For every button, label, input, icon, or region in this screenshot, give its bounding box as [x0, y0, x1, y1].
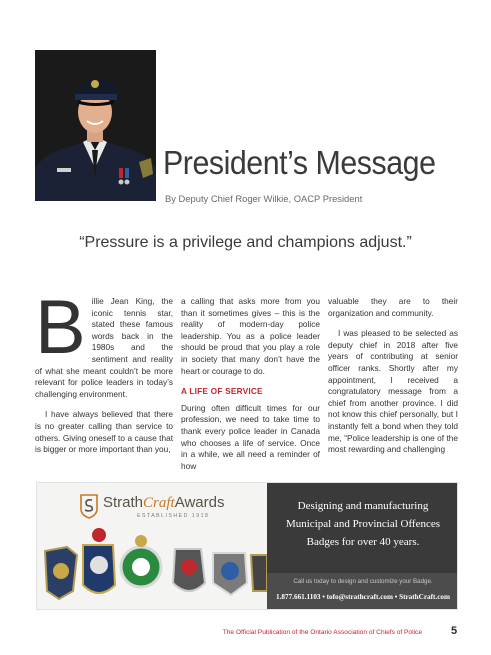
- publication-footer: The Official Publication of the Ontario Association of Chiefs of Police: [222, 629, 422, 636]
- paragraph: a calling that asks more from you than it sometimes gives – this is the reality of modern-day police leadership. You as a police leader should be proud that you play a role in society that many don’t have the heart or courage to do.: [181, 296, 320, 376]
- strathcraft-advertisement[interactable]: [36, 482, 458, 610]
- page-title: President’s Message: [163, 144, 436, 181]
- paragraph: valuable they are to their organization and community.: [328, 296, 458, 318]
- article-column-3: [328, 296, 458, 465]
- section-subhead: A LIFE OF SERVICE: [181, 386, 263, 397]
- brand-name: StrathCraftAwards: [103, 494, 225, 511]
- page-number: 5: [451, 625, 458, 637]
- strathcraft-logo-icon: [79, 493, 99, 519]
- brand-established: ESTABLISHED 1918: [137, 513, 210, 519]
- president-portrait: [35, 50, 156, 201]
- author-byline: By Deputy Chief Roger Wilkie, OACP President: [165, 193, 363, 204]
- article-column-1: [35, 285, 173, 465]
- paragraph: During often difficult times for our profession, we need to take time to thank every police leader in Canada who chooses a life of service. Once in a while, we all need a reminder of how: [181, 402, 320, 471]
- drop-cap: B: [35, 285, 86, 370]
- paragraph: I was pleased to be selected as deputy chief in 2018 after five years of contributing at senior officer ranks. Shortly after my appointment, I received a congratulatory message from a chief from another province. I did not know this chief personally, but I instantly felt a bond when they told me, “Police leadership is one of the most rewarding and challenging: [328, 328, 458, 455]
- badge-collection-image: [37, 521, 267, 610]
- article-column-2: [181, 296, 320, 481]
- ad-call-to-action: Call us today to design and customize your Badge.: [293, 578, 433, 585]
- paragraph: I have always believed that there is no greater calling than service to others. Giving oneself to a cause that is bigger or more important than you,: [35, 409, 173, 455]
- paragraph: Billie Jean King, the iconic tennis star, stated these famous words back in the 1980s and the sentiment and reality of what she meant couldn’t be more relevant for police leaders in today’s challenging environment.: [35, 285, 173, 399]
- ad-contact-info[interactable]: 1.877.661.1103 • tofo@strathcraft.com • StrathCraft.com: [276, 593, 450, 601]
- pull-quote: “Pressure is a privilege and champions adjust.”: [79, 234, 412, 251]
- ad-headline: Designing and manufacturing Municipal and Provincial Offences Badges for over 40 years.: [285, 500, 441, 548]
